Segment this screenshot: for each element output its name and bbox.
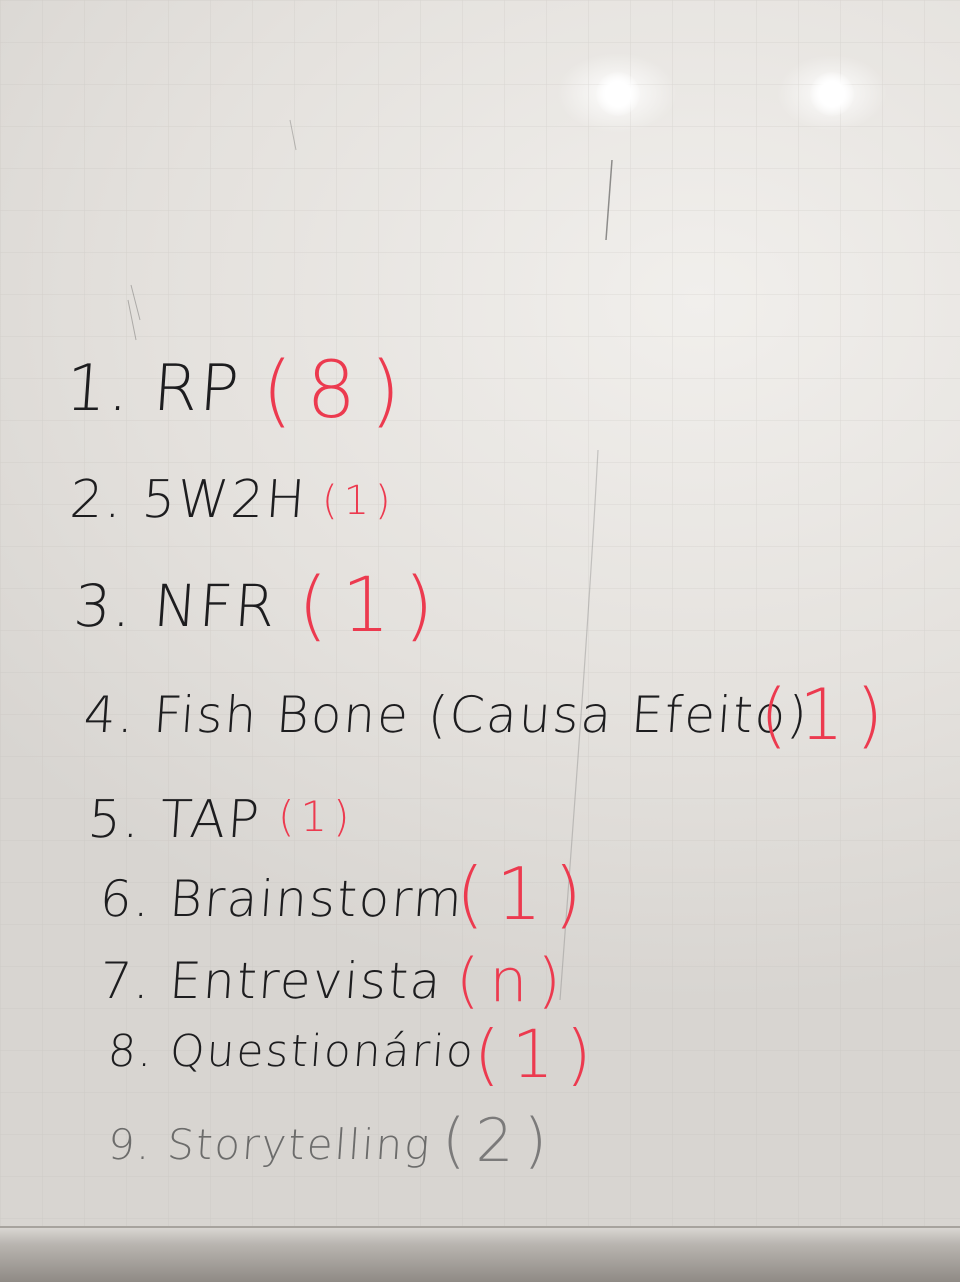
item-count: (1) <box>474 1016 604 1093</box>
item-count: (1) <box>456 852 594 936</box>
item-label: Storytelling <box>165 1120 434 1169</box>
item-label: TAP <box>158 790 263 850</box>
item-label: RP <box>150 352 244 426</box>
item-number: 3. <box>71 572 136 640</box>
whiteboard-marker-tray <box>0 1226 960 1282</box>
item-label: Brainstorm <box>167 870 466 928</box>
list-item <box>106 1016 604 1093</box>
item-number: 8. <box>106 1026 156 1077</box>
item-label: 5W2H <box>140 470 309 530</box>
item-label: Questionário <box>168 1026 477 1077</box>
list-item <box>97 852 594 936</box>
item-count: (8) <box>262 346 415 436</box>
item-label: Entrevista <box>167 952 445 1010</box>
item-number: 5. <box>85 790 144 850</box>
list-item <box>97 946 571 1016</box>
item-count: (2) <box>442 1106 557 1176</box>
list-item <box>67 470 397 530</box>
list-item <box>63 346 415 436</box>
list-item <box>81 674 896 756</box>
item-label: NFR <box>151 572 280 640</box>
item-count: (1) <box>760 674 896 756</box>
item-number: 4. <box>81 686 138 744</box>
item-number: 6. <box>97 870 154 928</box>
list-item <box>106 1106 557 1176</box>
item-number: 9. <box>106 1120 154 1169</box>
item-count: (1) <box>298 560 448 649</box>
item-label: Fish Bone (Causa Efeito) <box>151 686 811 744</box>
item-number: 2. <box>67 470 126 530</box>
item-count: (n) <box>456 946 571 1016</box>
item-count: (1) <box>322 478 397 524</box>
item-number: 1. <box>63 352 134 426</box>
list-item <box>71 560 448 649</box>
item-count: (1) <box>278 792 356 841</box>
item-number: 7. <box>97 952 154 1010</box>
list-item <box>85 790 356 850</box>
